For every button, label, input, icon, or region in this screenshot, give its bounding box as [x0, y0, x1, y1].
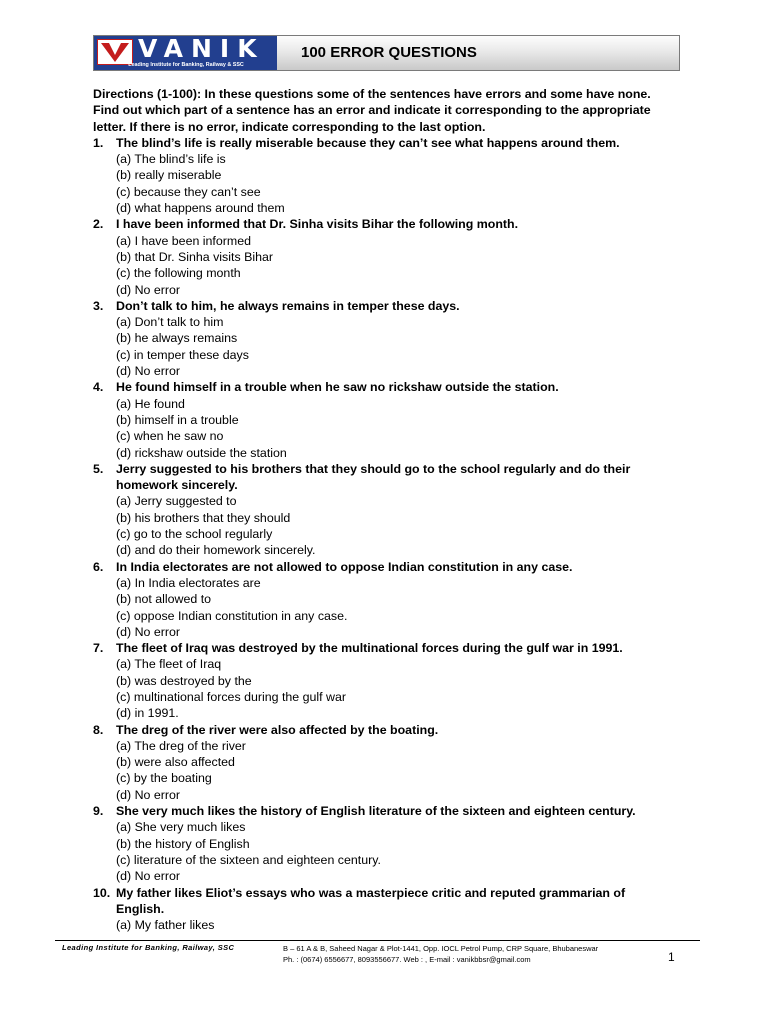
question-item [93, 559, 668, 640]
answer-option: (c) go to the school regularly [116, 527, 273, 542]
answer-option: (d) and do their homework sincerely. [116, 543, 316, 558]
answer-option: (d) rickshaw outside the station [116, 445, 287, 460]
question-text: I have been informed that Dr. Sinha visits Bihar the following month. [116, 217, 519, 232]
logo-wordmark: VANIK [138, 36, 265, 63]
answer-option: (b) was destroyed by the [116, 673, 252, 688]
answer-option: (c) because they can’t see [116, 184, 261, 199]
question-text: She very much likes the history of English literature of the sixteen and eighteen century. [116, 804, 636, 819]
answer-option: (a) He found [116, 396, 185, 411]
question-item [93, 379, 668, 460]
question-text: The dreg of the river were also affected by the boating. [116, 722, 439, 737]
question-item [93, 298, 668, 379]
footer-address: B – 61 A & B, Saheed Nagar & Plot-1441, Opp. IOCL Petrol Pump, CRP Square, Bhubaneswar [283, 944, 599, 953]
answer-option: (c) by the boating [116, 771, 212, 786]
page-number: 1 [668, 950, 675, 964]
answer-option: (a) The blind’s life is [116, 152, 226, 167]
answer-option: (a) My father likes [116, 918, 215, 933]
answer-option: (b) really miserable [116, 168, 222, 183]
question-text: The blind’s life is really miserable because they can’t see what happens around them. [116, 135, 620, 150]
question-stem [93, 216, 668, 232]
question-text: Jerry suggested to his brothers that they should go to the school regularly and do their homework sincerely. [116, 461, 631, 493]
question-text: He found himself in a trouble when he saw no rickshaw outside the station. [116, 380, 559, 395]
answer-option: (c) in temper these days [116, 347, 249, 362]
question-stem [93, 461, 668, 494]
page-title: 100 ERROR QUESTIONS [301, 44, 477, 61]
page-header [93, 35, 680, 71]
answer-option: (d) in 1991. [116, 706, 179, 721]
answer-option: (a) In India electorates are [116, 575, 261, 590]
question-number: 8. [93, 722, 104, 737]
question-stem [93, 803, 668, 819]
question-item [93, 640, 668, 721]
directions-text: Directions (1-100): In these questions some of the sentences have errors and some have none. Find out which part of a sentence has an error and indicate it corresponding to the appropriate letter. If there is no error, indicate corresponding to the last option. [93, 87, 651, 134]
question-item [93, 803, 668, 884]
footer-address-block [283, 943, 653, 965]
question-stem [93, 885, 668, 918]
answer-option: (a) Jerry suggested to [116, 494, 237, 509]
footer-divider [55, 940, 700, 941]
answer-option: (b) he always remains [116, 331, 238, 346]
question-number: 9. [93, 804, 104, 819]
answer-option: (b) his brothers that they should [116, 510, 291, 525]
question-stem [93, 722, 668, 738]
question-stem [93, 559, 668, 575]
question-text: My father likes Eliot’s essays who was a masterpiece critic and reputed grammarian of English. [116, 885, 626, 916]
answer-option: (a) The fleet of Iraq [116, 657, 222, 672]
question-stem [93, 379, 668, 395]
answer-option: (b) the history of English [116, 836, 250, 851]
answer-option: (a) The dreg of the river [116, 738, 246, 753]
answer-option: (b) himself in a trouble [116, 412, 239, 427]
answer-option: (d) No error [116, 869, 181, 884]
question-text: Don’t talk to him, he always remains in temper these days. [116, 298, 460, 313]
question-number: 4. [93, 380, 104, 395]
question-text: The fleet of Iraq was destroyed by the multinational forces during the gulf war in 1991. [116, 641, 623, 656]
question-item [93, 722, 668, 803]
document-body [93, 86, 668, 933]
question-number: 7. [93, 641, 104, 656]
footer-contact: Ph. : (0674) 6556677, 8093556677. Web : , E-mail : vanikbbsr@gmail.com [283, 955, 531, 964]
question-number: 3. [93, 298, 104, 313]
question-list [93, 135, 668, 934]
vanik-logo [94, 36, 277, 70]
question-number: 6. [93, 559, 104, 574]
question-number: 10. [93, 885, 111, 900]
footer-tagline: Leading Institute for Banking, Railway, SSC [62, 943, 235, 952]
question-number: 5. [93, 461, 104, 476]
question-text: In India electorates are not allowed to oppose Indian constitution in any case. [116, 559, 573, 574]
answer-option: (b) that Dr. Sinha visits Bihar [116, 249, 274, 264]
answer-option: (d) No error [116, 624, 181, 639]
answer-option: (d) No error [116, 787, 181, 802]
answer-option: (d) No error [116, 282, 181, 297]
question-stem [93, 640, 668, 656]
answer-option: (c) literature of the sixteen and eighteen century. [116, 852, 381, 867]
logo-tagline: Leading Institute for Banking, Railway & SSC [128, 62, 244, 68]
question-item [93, 461, 668, 559]
answer-option: (a) I have been informed [116, 233, 251, 248]
answer-option: (b) not allowed to [116, 592, 212, 607]
answer-option: (d) No error [116, 364, 181, 379]
question-number: 1. [93, 135, 104, 150]
answer-option: (c) the following month [116, 266, 241, 281]
question-number: 2. [93, 217, 104, 232]
question-stem [93, 135, 668, 151]
question-item [93, 885, 668, 934]
answer-option: (a) Don’t talk to him [116, 315, 224, 330]
answer-option: (c) multinational forces during the gulf war [116, 689, 347, 704]
question-item [93, 216, 668, 297]
answer-option: (b) were also affected [116, 755, 235, 770]
question-stem [93, 298, 668, 314]
answer-option: (a) She very much likes [116, 820, 246, 835]
answer-option: (c) oppose Indian constitution in any case. [116, 608, 348, 623]
answer-option: (d) what happens around them [116, 201, 285, 216]
answer-option: (c) when he saw no [116, 429, 224, 444]
question-item [93, 135, 668, 216]
